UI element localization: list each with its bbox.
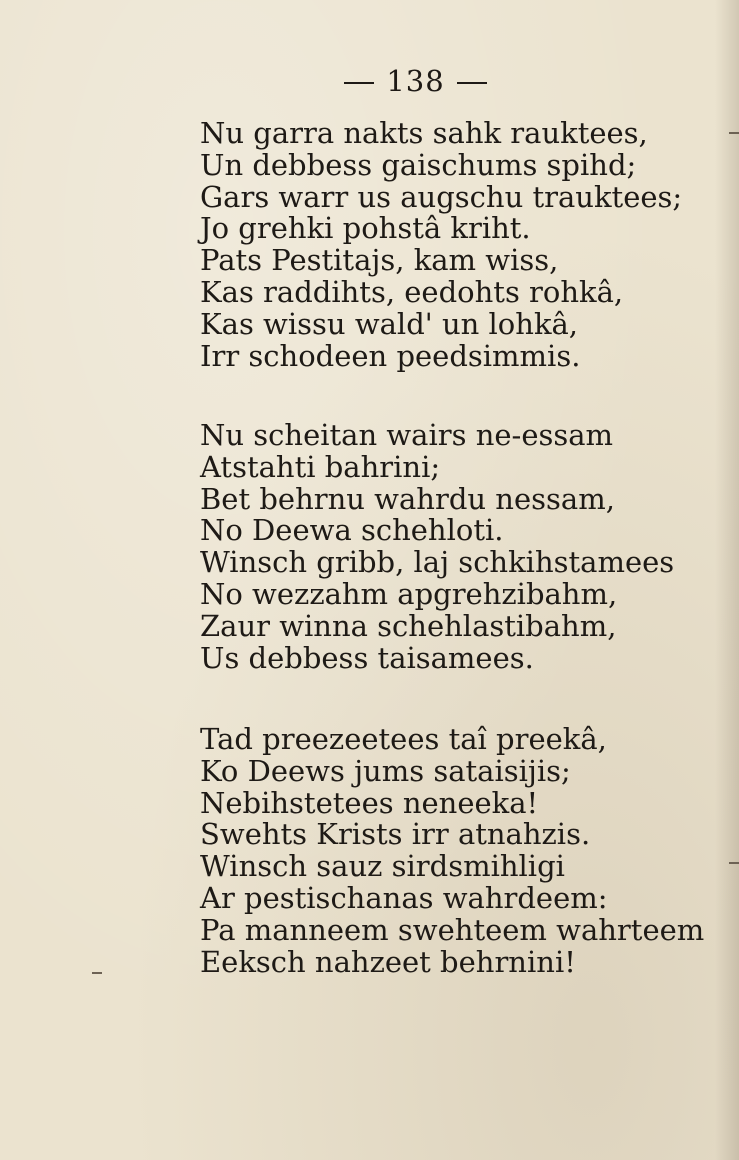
verse-line: Gars warr us augschu trauktees;	[200, 179, 683, 214]
verse-line: Ar pestischanas wahrdeem:	[200, 880, 608, 915]
verse-line: Pats Pestitajs, kam wiss,	[200, 243, 559, 278]
verse-line: Irr schodeen peedsimmis.	[200, 338, 581, 373]
verse-line: Nebihstetees neneeka!	[200, 785, 539, 820]
page-edge-shadow	[715, 0, 739, 1160]
page-number	[46, 64, 739, 98]
page-number-dash-right	[457, 82, 487, 84]
verse-line: Eeksch nahzeet behrnini!	[200, 944, 576, 979]
margin-mark	[92, 972, 102, 974]
verse-line: Pa manneem swehteem wahrteem	[200, 912, 705, 947]
stanza-3	[200, 724, 704, 978]
verse-line: No wezzahm apgrehzibahm,	[200, 576, 618, 611]
verse-line: Jo grehki pohstâ kriht.	[200, 211, 531, 246]
verse-line: Swehts Krists irr atnahzis.	[200, 817, 591, 852]
stanza-1	[200, 118, 682, 372]
margin-mark	[729, 132, 739, 134]
verse-line: Winsch gribb, laj schkihstamees	[200, 545, 675, 580]
verse-line: Kas wissu wald' un lohkâ,	[200, 306, 579, 341]
verse-line: Nu scheitan wairs ne-essam	[200, 418, 614, 452]
verse-line: Atstahti bahrini;	[200, 449, 441, 484]
verse-line: Ko Deews jums sataisijis;	[200, 753, 571, 788]
verse-line: Zaur winna schehlastibahm,	[200, 608, 617, 643]
verse-line: Nu garra nakts sahk rauktees,	[200, 116, 648, 150]
stanza-2	[200, 420, 674, 674]
page-number-value: 138	[386, 64, 445, 98]
verse-line: Kas raddihts, eedohts rohkâ,	[200, 274, 624, 309]
verse-line: No Deewa schehloti.	[200, 513, 504, 548]
verse-line: Us debbess taisamees.	[200, 640, 534, 675]
verse-line: Un debbess gaischums spihd;	[200, 147, 637, 182]
verse-line: Tad preezeetees taî preekâ,	[200, 722, 607, 756]
verse-line: Winsch sauz sirdsmihligi	[200, 849, 565, 884]
verse-line: Bet behrnu wahrdu nessam,	[200, 481, 615, 516]
margin-mark	[729, 862, 739, 864]
page-number-dash-left	[344, 82, 374, 84]
